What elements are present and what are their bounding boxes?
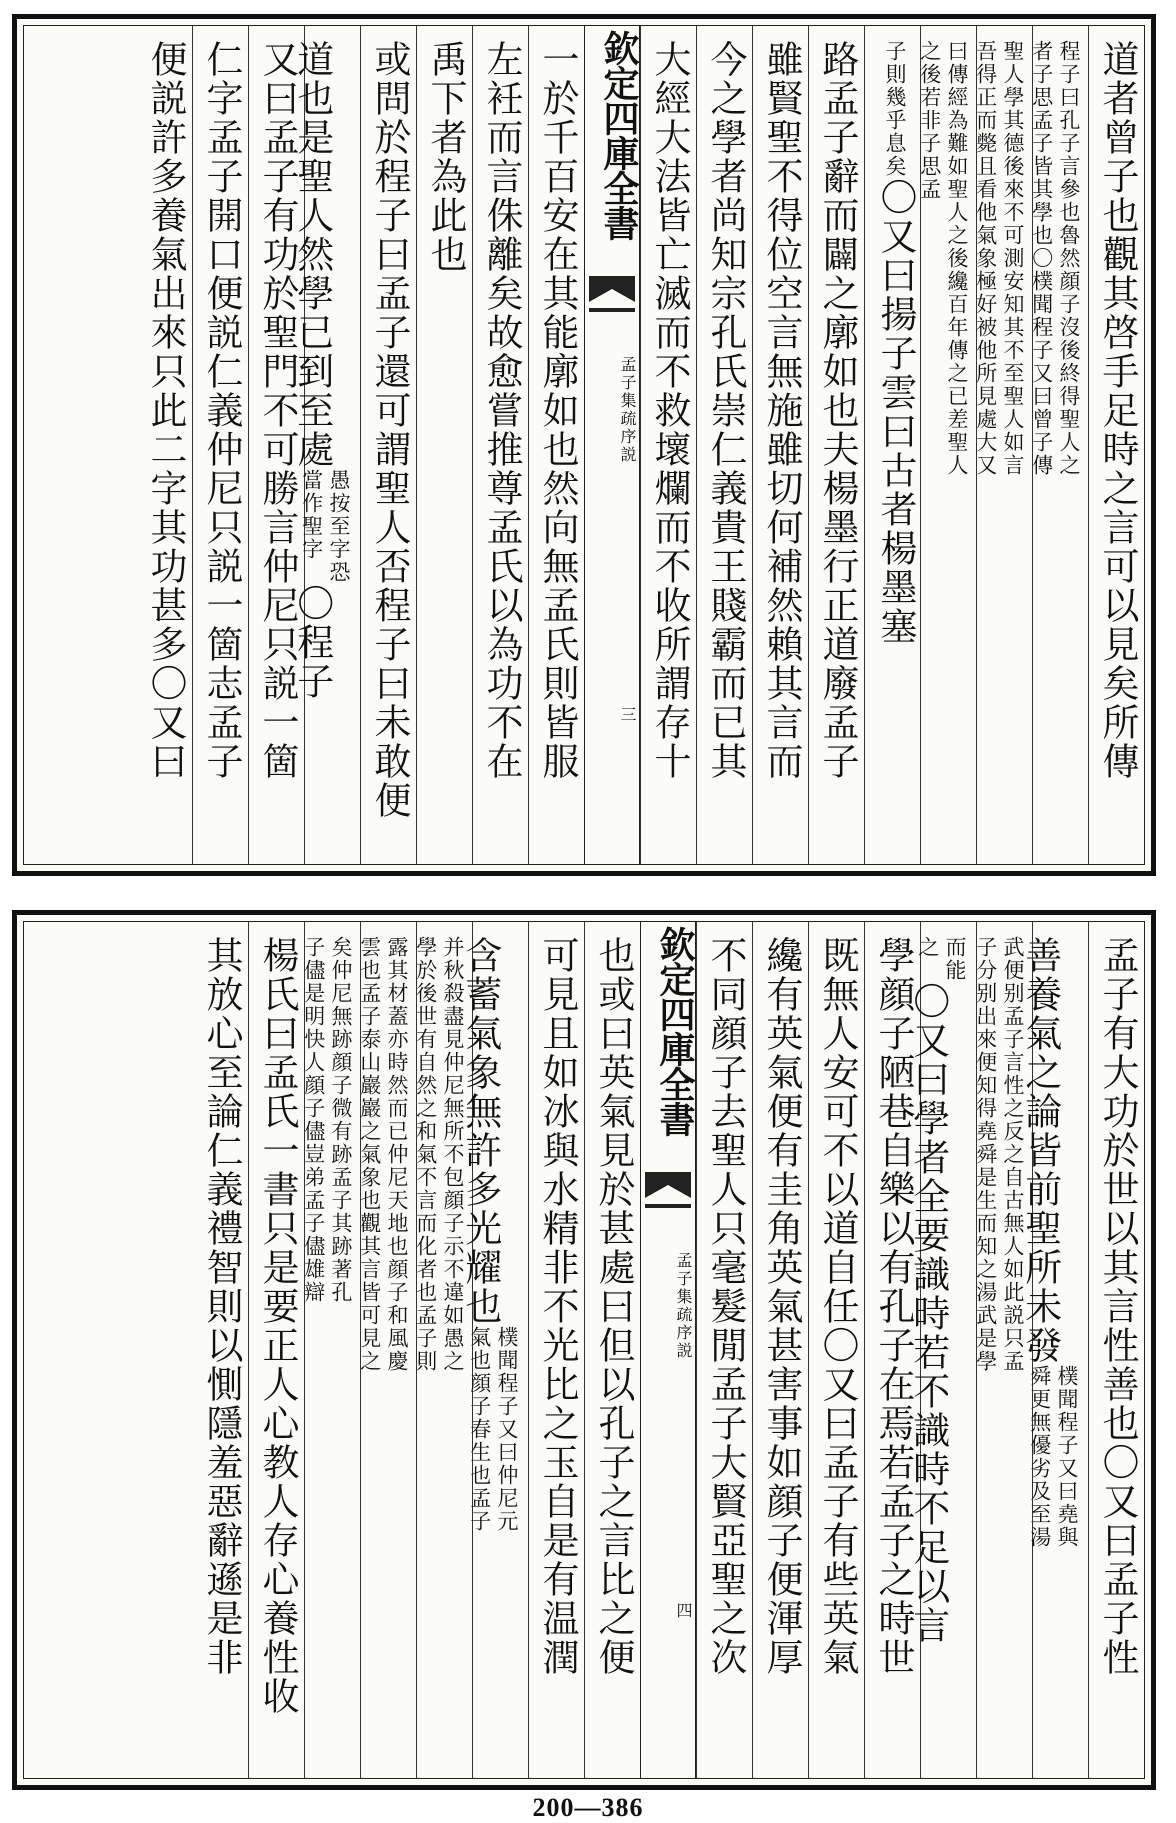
text-run: 又曰孟子有功於聖門不可勝言仲尼只説一箇 (256, 40, 299, 781)
annotation-note (881, 40, 908, 178)
annotation-line: 而能 (943, 936, 967, 982)
text-column (301, 922, 360, 1778)
text-run: 可見且如冰與水精非不光比之玉自是有温潤 (536, 936, 579, 1677)
text-column (357, 922, 416, 1778)
annotation-line: 之後若非子思孟 (917, 40, 942, 201)
annotation-note (1025, 1365, 1080, 1549)
annotation-line: 武便别孟子言性之反之自古無人如此説只孟 (1001, 936, 1025, 1373)
text-column (360, 26, 416, 864)
text-run: 〇又曰揚子雲曰古者楊墨塞 (874, 178, 917, 646)
text-column (1088, 922, 1144, 1778)
annotation-line: 子分别出來便知得堯舜是生而知之湯武是學 (973, 936, 998, 1373)
text-run: 道也是聖人然學已到至處 (290, 40, 334, 469)
book-title: 欽定四庫全書 (654, 926, 696, 1136)
text-run: 含蓄氣象無許多光耀也 (458, 936, 502, 1326)
lower-page (12, 910, 1156, 1790)
text-column (248, 26, 304, 864)
text-column (1029, 26, 1088, 864)
fish-tail-bar (589, 308, 635, 312)
annotation-line: 學於後世有自然之和氣不言而化者也孟子則 (413, 936, 438, 1373)
text-run: 今之學者尚知宗孔氏崇仁義貴王賤霸而已其 (704, 40, 747, 781)
text-column (290, 26, 360, 864)
text-column (864, 922, 920, 1778)
text-run: 左衽而言侏離矣故愈嘗推尊孟氏以為功不在 (480, 40, 523, 781)
book-title: 欽定四庫全書 (598, 30, 640, 240)
text-run: 大經大法皆亡滅而不救壞爛而不收所謂存十 (648, 40, 691, 781)
text-column (1018, 922, 1088, 1778)
text-column (192, 922, 248, 1778)
text-run: 不同顔子去聖人只毫髮閒孟子大賢亞聖之次 (704, 936, 747, 1677)
annotation-line: 矣仲尼無跡顔子微有跡孟子其跡著孔 (329, 936, 353, 1304)
text-run: 楊氏曰孟氏一書只是要正人心教人存心養性收 (256, 936, 299, 1716)
text-column (864, 26, 920, 864)
annotation-note (297, 469, 352, 584)
annotation-line: 并秋殺盡見仲尼無所不包顔子示不違如愚之 (441, 936, 465, 1373)
annotation-note (465, 1326, 520, 1533)
annotation-line: 者子思孟子皆其學也〇樸聞程子又曰曾子傳 (1029, 40, 1054, 477)
fish-tail-bar (645, 1204, 691, 1208)
text-column (808, 26, 864, 864)
text-run: 便説許多養氣出來只此二字其功甚多〇又曰 (144, 40, 187, 781)
text-column (416, 26, 472, 864)
annotation-line: 雲也孟子泰山巖巖之氣象也觀其言皆可見之 (357, 936, 382, 1373)
annotation-line: 之 (915, 936, 940, 959)
text-column (528, 922, 584, 1778)
center-column (640, 922, 696, 1778)
text-run: 〇又曰學者全要識時若不識時不足以言 (906, 982, 950, 1645)
text-run: 道者曾子也觀其啓手足時之言可以見矣所傳 (1096, 40, 1139, 781)
annotation-line: 吾得正而斃且看他氣象極好被他所見處大又 (973, 40, 998, 477)
annotation-line: 子儘是明快人顔子儘豈弟孟子儘雄辯 (301, 936, 326, 1304)
text-run: 雖賢聖不得位空言無施雖切何補然賴其言而 (760, 40, 803, 781)
text-run: 或問於程子曰孟子還可謂聖人否程子曰未敢便 (368, 40, 411, 820)
annotation-line: 樸聞程子又曰堯與 (1055, 1365, 1079, 1549)
text-column (584, 922, 640, 1778)
text-run: 學顔子陋巷自樂以有孔子在焉若孟子之時世 (872, 936, 915, 1677)
text-run: 也或曰英氣見於甚處曰但以孔子之言比之便 (592, 936, 635, 1677)
text-column (973, 26, 1032, 864)
upper-page (12, 14, 1156, 876)
lower-page-text-frame (23, 921, 1145, 1779)
center-column (584, 26, 640, 864)
annotation-line: 聖人學其德後來不可測安知其不至聖人如言 (1001, 40, 1025, 477)
annotation-line: 露其材蓋亦時然而已仲尼天地也顔子和風慶 (385, 936, 409, 1373)
annotation-line: 舜更無優劣及至湯 (1027, 1365, 1052, 1549)
text-column (413, 922, 472, 1778)
text-column (917, 26, 976, 864)
text-column (136, 26, 192, 864)
text-column (752, 26, 808, 864)
text-column (192, 26, 248, 864)
upper-page-text-frame (23, 25, 1145, 865)
annotation-line: 曰傳經為難如聖人之後纔百年傳之已差聖人 (945, 40, 969, 477)
folio-number: 三 (618, 706, 637, 722)
annotation-line: 愚按至字恐 (327, 469, 351, 584)
folio-number: 四 (674, 1602, 693, 1618)
text-column (1088, 26, 1144, 864)
annotation-line: 程子曰孔子言參也魯然顔子沒後終得聖人之 (1057, 40, 1081, 477)
text-column (248, 922, 304, 1778)
chapter-title: 孟子集疏序説 (618, 356, 637, 464)
annotation-line: 子則幾乎息矣 (883, 40, 907, 178)
text-column (906, 922, 976, 1778)
text-run: 禹下者為此也 (424, 40, 467, 274)
annotation-line: 樸聞程子又曰仲尼元 (495, 1326, 519, 1533)
text-run: 既無人安可不以道自任〇又曰孟子有些英氣 (816, 936, 859, 1677)
annotation-line: 氣也顔子春生也孟子 (467, 1326, 492, 1533)
text-column (973, 922, 1032, 1778)
text-column (640, 26, 696, 864)
text-column (696, 26, 752, 864)
annotation-note (913, 936, 968, 982)
text-column (528, 26, 584, 864)
text-column (808, 922, 864, 1778)
chapter-title: 孟子集疏序説 (674, 1252, 693, 1360)
text-run: 善養氣之論皆前聖所未發 (1018, 936, 1062, 1365)
text-column (458, 922, 528, 1778)
page-reference-number: 200—386 (532, 1793, 644, 1822)
text-run: 〇程子 (290, 584, 334, 701)
text-run: 孟子有大功於世以其言性善也〇又曰孟子性 (1096, 936, 1139, 1677)
annotation-line: 當作聖字 (299, 469, 324, 561)
text-run: 纔有英氣便有圭角英氣甚害事如顔子便渾厚 (760, 936, 803, 1677)
text-run: 仁字孟子開口便説仁義仲尼只説一箇志孟子 (200, 40, 243, 781)
text-column (472, 26, 528, 864)
text-run: 其放心至論仁義禮智則以惻隱羞惡辭遜是非 (200, 936, 243, 1677)
text-column (696, 922, 752, 1778)
text-run: 一於千百安在其能廓如也然向無孟氏則皆服 (536, 40, 579, 781)
text-run: 路孟子辭而闢之廓如也夫楊墨行正道廢孟子 (816, 40, 859, 781)
text-column (752, 922, 808, 1778)
